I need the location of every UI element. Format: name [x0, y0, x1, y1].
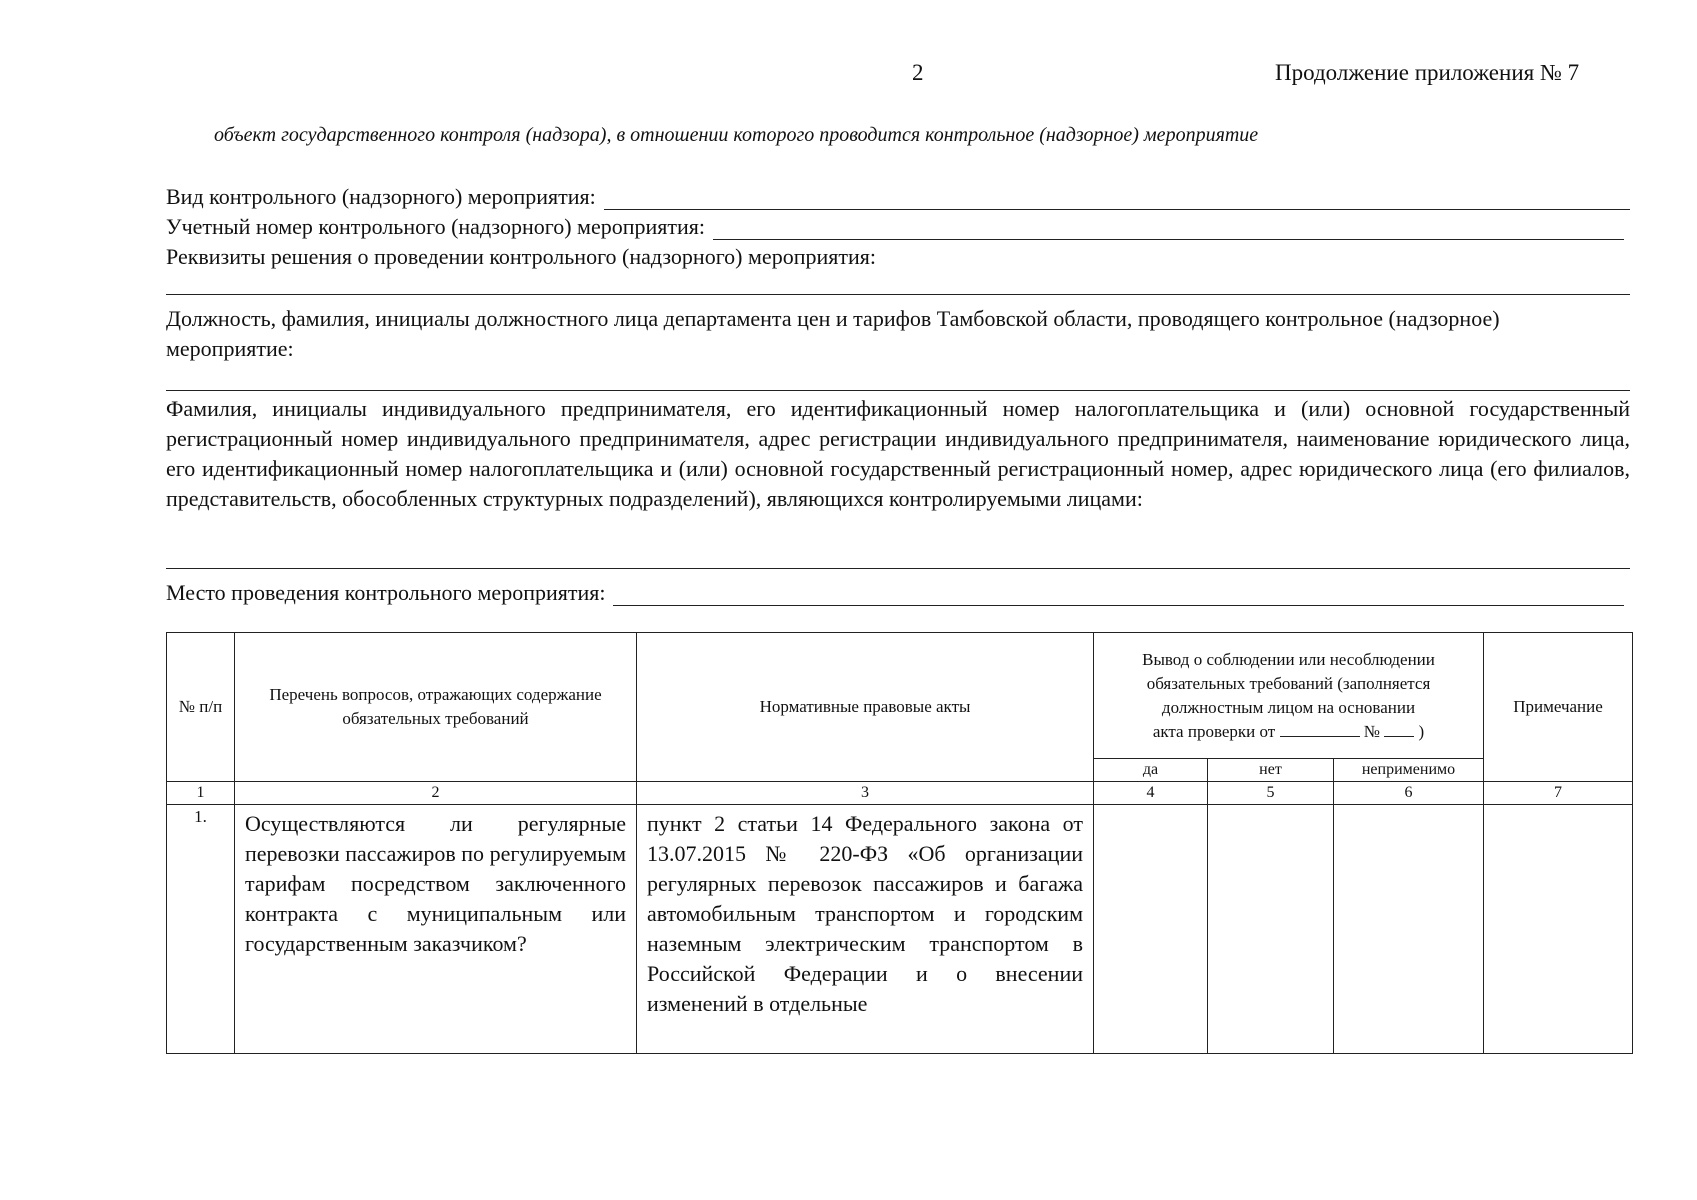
header-note: Примечание — [1484, 633, 1633, 782]
header-not-applicable: неприменимо — [1334, 759, 1484, 782]
row-na-cell[interactable] — [1334, 805, 1484, 1054]
checklist-table — [166, 632, 1633, 1054]
row-question-cell — [235, 805, 637, 1054]
registration-number-blank[interactable] — [713, 221, 1624, 240]
column-number-row — [167, 782, 1633, 805]
row-acts-cell — [637, 805, 1094, 1054]
control-type-field — [166, 184, 1630, 210]
appendix-label: Продолжение приложения № 7 — [1275, 60, 1580, 85]
registration-number-field — [166, 214, 1624, 240]
document-subtitle: объект государственного контроля (надзора), в отношении которого проводится контрольное (надзорное) мероприятие — [214, 124, 1259, 146]
header-no: нет — [1208, 759, 1334, 782]
header-yes: да — [1094, 759, 1208, 782]
row-note-cell[interactable] — [1484, 805, 1633, 1054]
row-number: 1. — [167, 805, 235, 1054]
decision-details-field — [166, 244, 1630, 270]
column-number: 2 — [235, 782, 637, 805]
column-number: 1 — [167, 782, 235, 805]
column-number: 6 — [1334, 782, 1484, 805]
control-type-blank[interactable] — [604, 191, 1630, 210]
act-close: ) — [1418, 721, 1425, 741]
row-yes-cell[interactable] — [1094, 805, 1208, 1054]
decision-details-blank[interactable] — [166, 294, 1630, 295]
act-number-blank[interactable] — [1384, 722, 1414, 737]
official-blank[interactable] — [166, 390, 1630, 391]
header-compliance-text: Вывод о соблюдении или несоблюдении обязательных требований (заполняется должностным лицом на основании — [1142, 649, 1435, 717]
controlled-persons-blank[interactable] — [166, 568, 1630, 569]
row-question: Осуществляются ли регулярные перевозки пассажиров по регулируемым тарифам посредством заключенного контракта с муниципальным или государственным заказчиком? — [245, 811, 626, 956]
table-row — [167, 805, 1633, 1054]
location-blank[interactable] — [613, 587, 1624, 606]
location-field — [166, 580, 1624, 606]
location-label: Место проведения контрольного мероприятия: — [166, 580, 606, 605]
controlled-persons-label: Фамилия, инициалы индивидуального предпринимателя, его идентификационный номер налогоплательщика и (или) основной государственный регистрационный номер индивидуального предпринимателя, адрес регистрации индивидуального предпринимателя, наименование юридического лица, его идентификационный номер налогоплательщика и (или) основной государственный регистрационный номер, адрес юридического лица (его филиалов, представительств, обособленных структурных подразделений), являющихся контролируемыми лицами: — [166, 396, 1630, 511]
column-number: 7 — [1484, 782, 1633, 805]
header-legal-acts: Нормативные правовые акты — [637, 633, 1094, 782]
column-number: 4 — [1094, 782, 1208, 805]
act-date-blank[interactable] — [1280, 722, 1360, 737]
header-compliance-group — [1094, 633, 1484, 759]
registration-number-label: Учетный номер контрольного (надзорного) мероприятия: — [166, 214, 706, 239]
official-label: Должность, фамилия, инициалы должностного лица департамента цен и тарифов Тамбовской области, проводящего контрольное (надзорное) мероприятие: — [166, 306, 1500, 361]
header-act-reference — [1153, 720, 1424, 744]
decision-details-label: Реквизиты решения о проведении контрольного (надзорного) мероприятия: — [166, 244, 876, 269]
row-legal-acts: пункт 2 статьи 14 Федерального закона от 13.07.2015 № 220-ФЗ «Об организации регулярных перевозок пассажиров и багажа автомобильным транспортом и городским наземным электрическим транспортом в Российской Федерации и о внесении изменений в отдельные — [647, 811, 1083, 1016]
header-number: № п/п — [167, 633, 235, 782]
act-date-prefix: акта проверки от — [1152, 721, 1276, 741]
page-number: 2 — [912, 60, 924, 85]
act-number-prefix: № — [1363, 721, 1380, 741]
row-no-cell[interactable] — [1208, 805, 1334, 1054]
column-number: 3 — [637, 782, 1094, 805]
column-number: 5 — [1208, 782, 1334, 805]
control-type-label: Вид контрольного (надзорного) мероприятия: — [166, 184, 596, 209]
header-questions: Перечень вопросов, отражающих содержание обязательных требований — [235, 633, 637, 782]
